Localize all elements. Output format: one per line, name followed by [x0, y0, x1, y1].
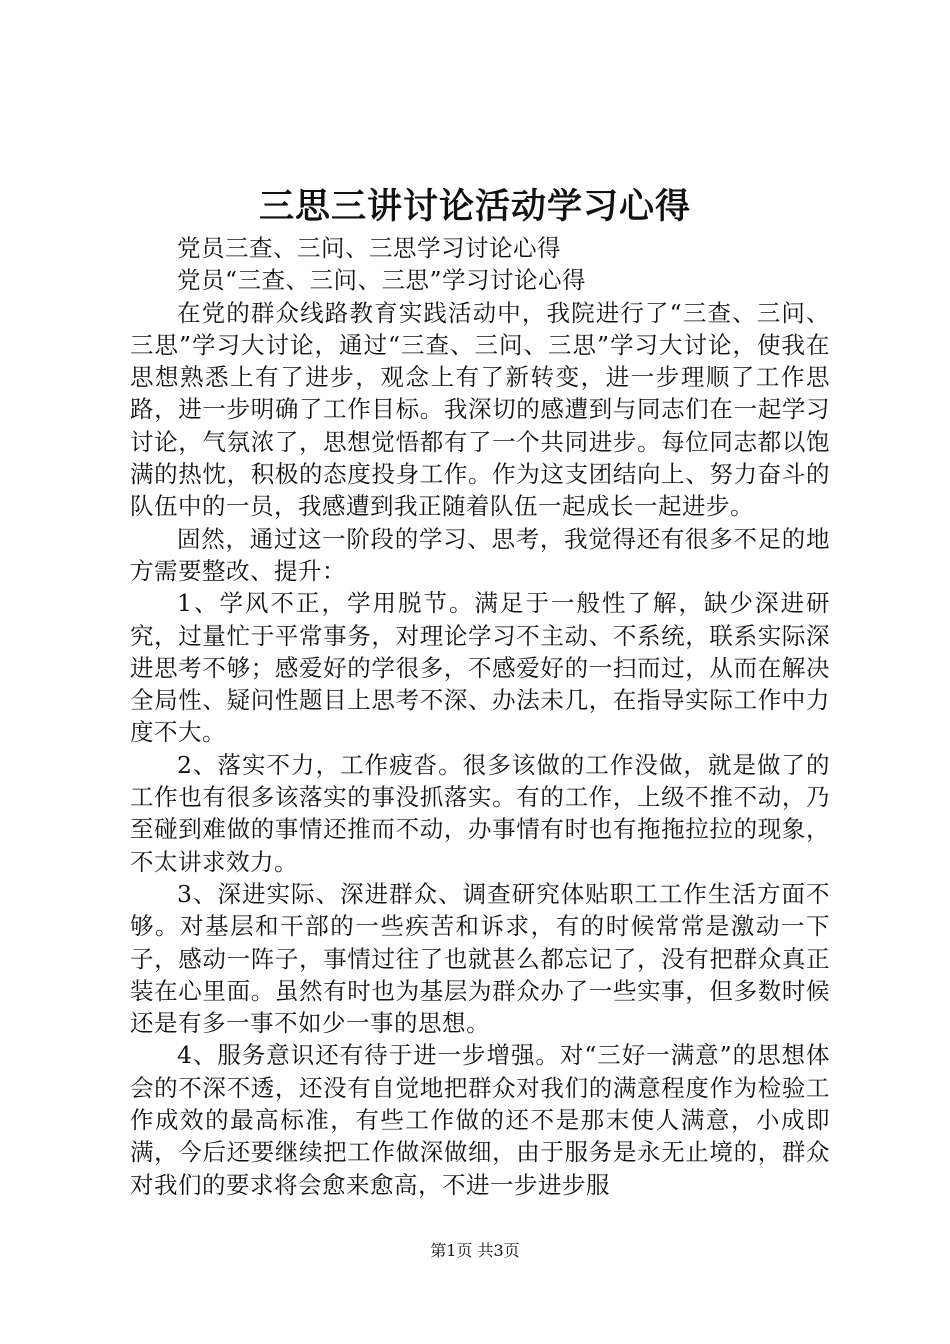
paragraph: 3、深进实际、深进群众、调查研究体贴职工工作生活方面不够。对基层和干部的一些疾苦和诉求，有的时候常常是激动一下子，感动一阵子，事情过往了也就甚么都忘记了，没有把群众真正装在心里面。虽然有时也为基层为群众办了一些实事，但多数时候还是有多一事不如少一事的思想。	[130, 879, 830, 1038]
paragraph: 1、学风不正，学用脱节。满足于一般性了解，缺少深进研究，过量忙于平常事务，对理论学习不主动、不系统，联系实际深进思考不够；感爱好的学很多，不感爱好的一扫而过，从而在解决全局性、疑问性题目上思考不深、办法未几，在指导实际工作中力度不大。	[130, 589, 830, 747]
paragraph: 党员“三查、三问、三思”学习讨论心得	[177, 266, 587, 295]
document-body	[130, 232, 830, 1201]
paragraph: 党员三查、三问、三思学习讨论心得	[177, 234, 561, 262]
paragraph: 4、服务意识还有待于进一步增强。对“三好一满意”的思想体会的不深不透，还没有自觉地把群众对我们的满意程度作为检验工作成效的最高标准，有些工作做的还不是那末使人满意，小成即满，今后还要继续把工作做深做细，由于服务是永无止境的，群众对我们的要求将会愈来愈高，不进一步进步服	[130, 1041, 830, 1199]
page-footer: 第1页 共3页	[430, 1241, 520, 1260]
paragraph: 2、落实不力，工作疲沓。很多该做的工作没做，就是做了的工作也有很多该落实的事没抓落实。有的工作，上级不推不动，乃至碰到难做的事情还推而不动，办事情有时也有拖拖拉拉的现象，不太讲求效力。	[130, 750, 830, 876]
paragraph: 在党的群众线路教育实践活动中，我院进行了“三查、三问、三思”学习大讨论，通过“三查、三问、三思”学习大讨论，使我在思想熟悉上有了进步，观念上有了新转变，进一步理顺了工作思路，进一步明确了工作目标。我深切的感遭到与同志们在一起学习讨论，气氛浓了，思想觉悟都有了一个共同进步。每位同志都以饱满的热忱，积极的态度投身工作。作为这支团结向上、努力奋斗的队伍中的一员，我感遭到我正随着队伍一起成长一起进步。	[130, 298, 830, 521]
paragraph: 固然，通过这一阶段的学习、思考，我觉得还有很多不足的地方需要整改、提升：	[130, 524, 830, 585]
document-title: 三思三讲讨论活动学习心得	[258, 187, 691, 227]
